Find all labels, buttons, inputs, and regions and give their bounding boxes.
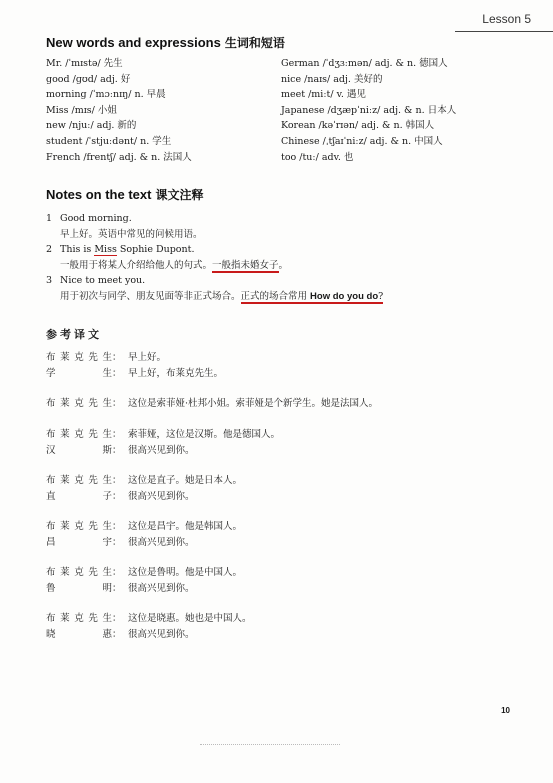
speaker-name <box>46 581 112 597</box>
speaker-name <box>46 443 112 459</box>
scan-artifact-line <box>200 744 340 745</box>
dialog-line <box>46 519 242 535</box>
speaker-colon: ： <box>112 536 122 548</box>
speaker-colon: ： <box>112 613 122 624</box>
vocab-list-right <box>281 56 456 165</box>
speaker-char: 先 <box>88 475 98 486</box>
speaker-char: 鲁 <box>46 582 56 594</box>
speaker-name <box>46 396 112 412</box>
speaker-char: 生 <box>102 352 112 363</box>
underlined-word-miss: Miss <box>94 244 117 255</box>
notes-title-cn: 课文注释 <box>155 188 204 202</box>
note-chinese: 早上好。英语中常见的问候用语。 <box>60 228 203 240</box>
note-text: ? <box>378 290 384 302</box>
speaker-char: 生 <box>102 429 112 440</box>
vocab-item: student /ˈstjuːdənt/ n. 学生 <box>46 135 172 147</box>
speaker-name <box>46 489 112 505</box>
speaker-char: 先 <box>88 567 98 578</box>
dialog-block <box>46 611 252 642</box>
dialog-text: 这位是鲁明。他是中国人。 <box>128 567 243 578</box>
vocab-item: German /ˈdʒɜːmən/ adj. & n. 德国人 <box>281 58 448 69</box>
dialog-text: 这位是索菲娅·杜邦小姐。索菲娅是个新学生。她是法国人。 <box>128 398 379 409</box>
speaker-char: 莱 <box>60 613 70 624</box>
speaker-char: 克 <box>74 398 84 409</box>
notes-title-en: Notes on the text <box>46 187 152 202</box>
speaker-char: 克 <box>74 352 84 363</box>
speaker-colon: ： <box>112 398 122 409</box>
dialog-text: 很高兴见到你。 <box>128 536 195 548</box>
dialog-text: 早上好，布莱克先生。 <box>128 367 224 379</box>
vocab-item: Korean /kəˈrɪən/ adj. & n. 韩国人 <box>281 120 435 132</box>
dialog-text: 这位是晓惠。她也是中国人。 <box>128 613 252 624</box>
speaker-char: 莱 <box>60 352 70 363</box>
speaker-char: 克 <box>74 429 84 440</box>
speaker-char: 子 <box>102 490 112 502</box>
speaker-colon: ： <box>112 475 122 486</box>
highlighted-expression: How do you do <box>310 290 379 302</box>
speaker-name <box>46 611 112 627</box>
speaker-colon: ： <box>112 490 122 502</box>
note-chinese <box>60 289 383 305</box>
vocab-item: Mr. /ˈmɪstə/ 先生 <box>46 58 123 69</box>
dialog-text: 很高兴见到你。 <box>128 490 195 502</box>
underlined-phrase: 一般指未婚女子 <box>212 259 279 271</box>
new-words-title <box>46 34 285 51</box>
note-english: Nice to meet you. <box>60 275 146 286</box>
speaker-char: 克 <box>74 521 84 532</box>
dialog-line <box>46 396 378 412</box>
dialog-text: 很高兴见到你。 <box>128 582 195 594</box>
speaker-colon: ： <box>112 429 122 440</box>
dialog-line <box>46 473 242 489</box>
dialog-block <box>46 396 378 412</box>
speaker-colon: ： <box>112 521 122 532</box>
dialog-line <box>46 611 252 627</box>
speaker-name <box>46 565 112 581</box>
new-words-title-en: New words and expressions <box>46 35 221 50</box>
dialog-line <box>46 443 280 459</box>
dialog-text: 很高兴见到你。 <box>128 628 195 640</box>
note-text: 正式的场合常用 <box>240 290 311 302</box>
speaker-name <box>46 366 112 382</box>
speaker-char: 汉 <box>46 444 56 456</box>
speaker-name <box>46 473 112 489</box>
speaker-char: 生 <box>102 613 112 624</box>
note-chinese <box>60 258 383 274</box>
dialog-line <box>46 581 242 597</box>
speaker-char: 宇 <box>102 536 112 548</box>
dialog-text: 很高兴见到你。 <box>128 444 195 456</box>
new-words-title-cn: 生词和短语 <box>224 36 285 50</box>
speaker-colon: ： <box>112 582 122 594</box>
dialog-line <box>46 489 242 505</box>
note-text: 一般用于将某人介绍给他人的句式。 <box>60 259 213 271</box>
dialog-line <box>46 366 223 382</box>
dialog-text: 这位是昌宇。他是韩国人。 <box>128 521 243 532</box>
note-english: Good morning. <box>60 213 132 224</box>
note-text: Sophie Dupont. <box>116 244 195 255</box>
speaker-colon: ： <box>112 367 122 379</box>
speaker-name <box>46 519 112 535</box>
notes-list <box>46 211 383 304</box>
speaker-colon: ： <box>112 444 122 456</box>
vocab-item: morning /ˈmɔːnɪŋ/ n. 早晨 <box>46 89 166 101</box>
speaker-char: 布 <box>46 398 56 409</box>
speaker-colon: ： <box>112 628 122 640</box>
dialog-line <box>46 627 252 643</box>
note-text: This is <box>60 244 95 255</box>
speaker-char: 布 <box>46 475 56 486</box>
speaker-char: 布 <box>46 567 56 578</box>
note-item <box>46 242 383 273</box>
dialog-block <box>46 519 242 550</box>
speaker-char: 莱 <box>60 429 70 440</box>
dialog-block <box>46 473 242 504</box>
speaker-char: 克 <box>74 475 84 486</box>
vocab-list-left <box>46 56 192 165</box>
note-item <box>46 273 383 304</box>
speaker-char: 生 <box>102 567 112 578</box>
speaker-char: 明 <box>102 582 112 594</box>
speaker-char: 生 <box>102 398 112 409</box>
speaker-char: 莱 <box>60 567 70 578</box>
speaker-char: 生 <box>102 475 112 486</box>
speaker-colon: ： <box>112 352 122 363</box>
speaker-char: 莱 <box>60 475 70 486</box>
note-number: 3 <box>46 275 53 286</box>
vocab-item: meet /miːt/ v. 遇见 <box>281 89 366 101</box>
speaker-char: 先 <box>88 429 98 440</box>
speaker-char: 布 <box>46 521 56 532</box>
dialog-line <box>46 427 280 443</box>
note-text: 。 <box>278 259 289 271</box>
speaker-char: 布 <box>46 429 56 440</box>
vocab-item: good /ɡʊd/ adj. 好 <box>46 73 131 85</box>
speaker-char: 布 <box>46 613 56 624</box>
speaker-char: 昌 <box>46 536 56 548</box>
vocab-item: too /tuː/ adv. 也 <box>281 151 354 163</box>
dialog-block <box>46 427 280 458</box>
notes-title <box>46 186 203 203</box>
speaker-char: 晓 <box>46 628 56 640</box>
vocab-item: nice /naɪs/ adj. 美好的 <box>281 73 383 85</box>
speaker-char: 先 <box>88 398 98 409</box>
speaker-colon: ： <box>112 567 122 578</box>
speaker-char: 先 <box>88 352 98 363</box>
speaker-char: 生 <box>102 521 112 532</box>
speaker-name <box>46 350 112 366</box>
vocab-item: Miss /mɪs/ 小姐 <box>46 104 117 116</box>
speaker-name <box>46 535 112 551</box>
dialog-text: 索菲娅，这位是汉斯。他是德国人。 <box>128 429 281 440</box>
vocab-item: Japanese /dʒæpˈniːz/ adj. & n. 日本人 <box>281 104 457 116</box>
page-number: 10 <box>501 706 510 715</box>
speaker-char: 先 <box>88 521 98 532</box>
speaker-char: 克 <box>74 613 84 624</box>
note-english <box>60 242 383 258</box>
header-rule <box>455 31 553 32</box>
underlined-phrase <box>241 291 384 304</box>
speaker-name <box>46 627 112 643</box>
speaker-char: 莱 <box>60 398 70 409</box>
note-number: 1 <box>46 213 53 224</box>
speaker-char: 惠 <box>102 628 112 640</box>
dialog-block <box>46 565 242 596</box>
note-number: 2 <box>46 244 53 255</box>
dialog-text: 早上好。 <box>128 352 167 363</box>
note-item <box>46 211 383 242</box>
dialog-line <box>46 535 242 551</box>
speaker-char: 莱 <box>60 521 70 532</box>
speaker-char: 斯 <box>102 444 112 456</box>
speaker-char: 布 <box>46 352 56 363</box>
dialog-text: 这位是直子。她是日本人。 <box>128 475 243 486</box>
speaker-char: 克 <box>74 567 84 578</box>
speaker-char: 学 <box>46 367 56 379</box>
speaker-name <box>46 427 112 443</box>
speaker-char: 直 <box>46 490 56 502</box>
note-text: 用于初次与同学、朋友见面等非正式场合。 <box>60 290 241 302</box>
reference-translation-title: 参考译文 <box>46 328 102 341</box>
vocab-item: French /frentʃ/ adj. & n. 法国人 <box>46 151 192 163</box>
speaker-char: 先 <box>88 613 98 624</box>
dialog-line <box>46 565 242 581</box>
speaker-char: 生 <box>102 367 112 379</box>
lesson-label: Lesson 5 <box>482 12 531 26</box>
dialog-line <box>46 350 223 366</box>
dialog-block <box>46 350 223 381</box>
vocab-item: new /njuː/ adj. 新的 <box>46 120 137 132</box>
vocab-item: Chinese /ˌtʃaɪˈniːz/ adj. & n. 中国人 <box>281 135 443 147</box>
